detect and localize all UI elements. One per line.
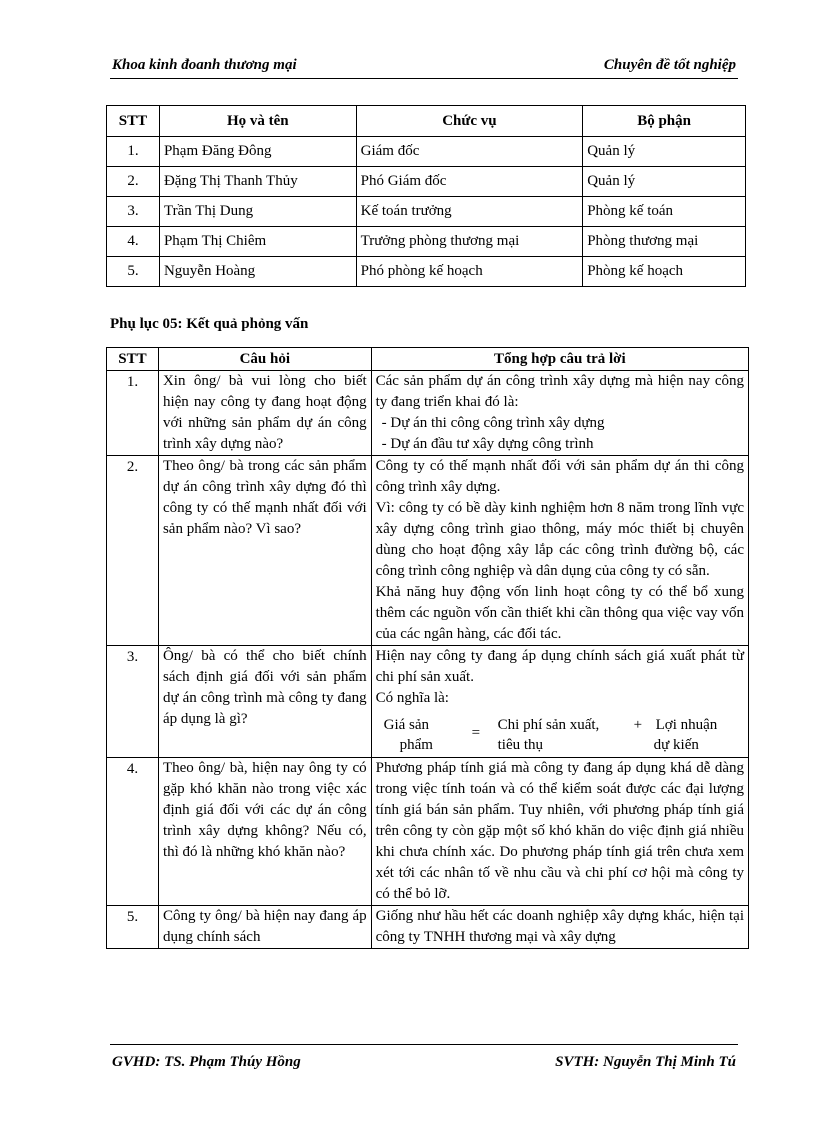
row-name: Trần Thị Dung: [159, 197, 356, 227]
interview-table-header: [107, 348, 749, 371]
table-row: [107, 227, 746, 257]
row-department: Phòng thương mại: [583, 227, 746, 257]
row-position: Phó phòng kế hoạch: [356, 257, 583, 287]
row-answer: [371, 456, 748, 646]
row-stt: 2.: [107, 456, 159, 646]
answer-intro: Các sản phẩm dự án công trình xây dựng mà hiện nay công ty đang triển khai đó là:: [375, 373, 744, 410]
table-row: [107, 906, 749, 949]
answer-paragraph: Công ty có thế mạnh nhất đối với sản phẩm dự án thi công công trình xây dựng.: [375, 458, 744, 495]
formula-term1-line1: Giá sản: [383, 717, 430, 733]
table-row: [107, 758, 749, 906]
page-footer: [110, 1044, 738, 1075]
row-question: Ông/ bà có thể cho biết chính sách định giá đối với sản phẩm dự án công trình mà công ty đang áp dụng là gì?: [158, 646, 371, 758]
table-row: [107, 197, 746, 227]
row-answer: Phương pháp tính giá mà công ty đang áp dụng khá dễ dàng trong việc tính toán và có thể kiểm soát được các đại lượng tính giá bán sản phẩm. Tuy nhiên, với phương pháp tính giá trên công ty còn gặp một số khó khăn do việc định giá nhiều khi chưa chính xác. Do phương pháp tính giá trên chưa xem xét tới các nhân tố về nhu cầu và chi phí cơ hội mà công ty có thể bỏ lỡ.: [371, 758, 748, 906]
row-answer: [371, 646, 748, 758]
members-table: [106, 105, 746, 287]
page-header: [110, 52, 738, 79]
appendix-title: Phụ lục 05: Kết quả phỏng vấn: [110, 316, 309, 332]
price-formula: [376, 711, 744, 757]
answer-paragraph: Khả năng huy động vốn linh hoạt công ty có thể bổ xung thêm các nguồn vốn cần thiết khi cần thông qua việc vay vốn của các ngân hàng, các đối tác.: [375, 584, 744, 642]
column-header: Tổng hợp câu trả lời: [371, 348, 748, 371]
row-stt: 5.: [107, 257, 160, 287]
column-header: STT: [107, 348, 159, 371]
column-header: Bộ phận: [583, 106, 746, 137]
header-faculty: Khoa kinh đoanh thương mại: [112, 57, 297, 73]
row-name: Phạm Đăng Đông: [159, 137, 356, 167]
row-stt: 5.: [107, 906, 159, 949]
row-stt: 1.: [107, 371, 159, 456]
column-header: Câu hỏi: [158, 348, 371, 371]
answer-paragraph: Vì: công ty có bề dày kinh nghiệm hơn 8 năm trong lĩnh vực xây dựng công trình giao thông, máy móc thiết bị chuyên dùng cho hoạt động xây lắp các công trình đường bộ, các công trình công nghiệp và dân dụng của công ty có sẵn.: [375, 500, 744, 579]
row-position: Kế toán trưởng: [356, 197, 583, 227]
row-answer: [371, 371, 748, 456]
row-position: Trưởng phòng thương mại: [356, 227, 583, 257]
header-thesis-type: Chuyên đề tốt nghiệp: [603, 57, 736, 73]
row-position: Giám đốc: [356, 137, 583, 167]
answer-bullet: - Dự án thi công công trình xây dựng: [381, 415, 605, 431]
table-row: [107, 371, 749, 456]
row-department: Quản lý: [583, 137, 746, 167]
row-stt: 4.: [107, 227, 160, 257]
formula-term2-line2: tiêu thụ: [497, 737, 544, 753]
table-row: [107, 137, 746, 167]
row-stt: 4.: [107, 758, 159, 906]
interview-table: [106, 347, 749, 949]
table-row: [107, 456, 749, 646]
formula-term3-line2: dự kiến: [653, 737, 699, 753]
row-question: Theo ông/ bà trong các sản phẩm dự án công trình xây dựng đó thì công ty có thế mạnh nhất đối với sản phẩm nào? Vì sao?: [158, 456, 371, 646]
formula-term1-line2: phẩm: [399, 737, 433, 753]
footer-student: SVTH: Nguyễn Thị Minh Tú: [555, 1054, 736, 1070]
answer-paragraph: Có nghĩa là:: [375, 690, 449, 706]
row-stt: 2.: [107, 167, 160, 197]
row-name: Phạm Thị Chiêm: [159, 227, 356, 257]
formula-equals: =: [471, 725, 481, 741]
table-row: [107, 167, 746, 197]
formula-term3-line1: Lợi nhuận: [655, 717, 718, 733]
formula-plus: +: [633, 717, 643, 733]
footer-supervisor: GVHD: TS. Phạm Thúy Hồng: [112, 1054, 301, 1070]
row-stt: 1.: [107, 137, 160, 167]
column-header: Chức vụ: [356, 106, 583, 137]
row-position: Phó Giám đốc: [356, 167, 583, 197]
column-header: Họ và tên: [159, 106, 356, 137]
row-question: Công ty ông/ bà hiện nay đang áp dụng chính sách: [158, 906, 371, 949]
row-name: Nguyễn Hoàng: [159, 257, 356, 287]
table-row: [107, 646, 749, 758]
row-stt: 3.: [107, 197, 160, 227]
row-department: Phòng kế hoạch: [583, 257, 746, 287]
table-row: [107, 257, 746, 287]
column-header: STT: [107, 106, 160, 137]
row-department: Phòng kế toán: [583, 197, 746, 227]
row-question: Theo ông/ bà, hiện nay ông ty có gặp khó khăn nào trong việc xác định giá đối với các dự án công trình xây dựng không? Nếu có, thì đó là những khó khăn nào?: [158, 758, 371, 906]
answer-paragraph: Hiện nay công ty đang áp dụng chính sách giá xuất phát từ chi phí sản xuất.: [375, 648, 744, 685]
row-department: Quản lý: [583, 167, 746, 197]
formula-term2-line1: Chi phí sản xuất,: [497, 717, 600, 733]
answer-bullet: - Dự án đầu tư xây dựng công trình: [381, 436, 594, 452]
row-name: Đặng Thị Thanh Thủy: [159, 167, 356, 197]
row-stt: 3.: [107, 646, 159, 758]
row-answer: Giống như hầu hết các doanh nghiệp xây dựng khác, hiện tại công ty TNHH thương mại và xây dựng: [371, 906, 748, 949]
row-question: Xin ông/ bà vui lòng cho biết hiện nay công ty đang hoạt động với những sản phẩm dự án công trình xây dựng nào?: [158, 371, 371, 456]
members-table-header: [107, 106, 746, 137]
